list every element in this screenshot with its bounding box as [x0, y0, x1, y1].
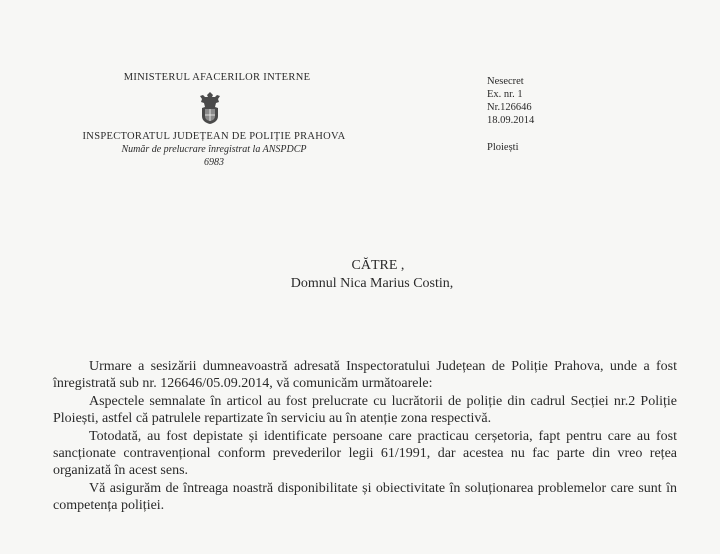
registration-note: Număr de prelucrare înregistrat la ANSPDCP [121, 144, 307, 155]
addressee-label: CĂTRE , [351, 258, 405, 273]
coat-of-arms-icon [197, 91, 223, 125]
paragraph: Aspectele semnalate în articol au fost prelucrate cu lucrătorii de poliție din cadrul Secției nr.2 Poliție Ploiești, astfel că patrulele repartizate în serviciu au în atenție zona respectivă. [53, 394, 677, 426]
addressee-name: Domnul Nica Marius Costin, [290, 276, 454, 291]
classification-label: Nesecret [487, 76, 524, 87]
copy-number: Ex. nr. 1 [487, 89, 523, 100]
paragraph: Totodată, au fost depistate și identificate persoane care practicau cerșetoria, fapt pentru care au fost sancționate contravențional conform prevederilor legii 61/1991, dar acestea nu fac parte din vreo rețea organizată în acest sens. [53, 429, 677, 478]
document-number: Nr.126646 [487, 102, 532, 113]
ministry-name: MINISTERUL AFACERILOR INTERNE [123, 72, 311, 83]
document-meta [487, 75, 534, 154]
registration-number: 6983 [204, 157, 224, 168]
inspectorate-name: INSPECTORATUL JUDEȚEAN DE POLIȚIE PRAHOVA [82, 131, 346, 142]
document-city: Ploiești [487, 142, 519, 153]
paragraph: Urmare a sesizării dumneavoastră adresată Inspectoratului Județean de Poliție Prahova, unde a fost înregistrată sub nr. 126646/05.09.2014, vă comunicăm următoarele: [53, 359, 677, 391]
document-date: 18.09.2014 [487, 115, 535, 126]
letter-body [53, 358, 677, 515]
issuer-header [60, 72, 360, 168]
paragraph: Vă asigurăm de întreaga noastră disponibilitate și obiectivitate în soluționarea problemelor care sunt în competența poliției. [53, 481, 677, 513]
